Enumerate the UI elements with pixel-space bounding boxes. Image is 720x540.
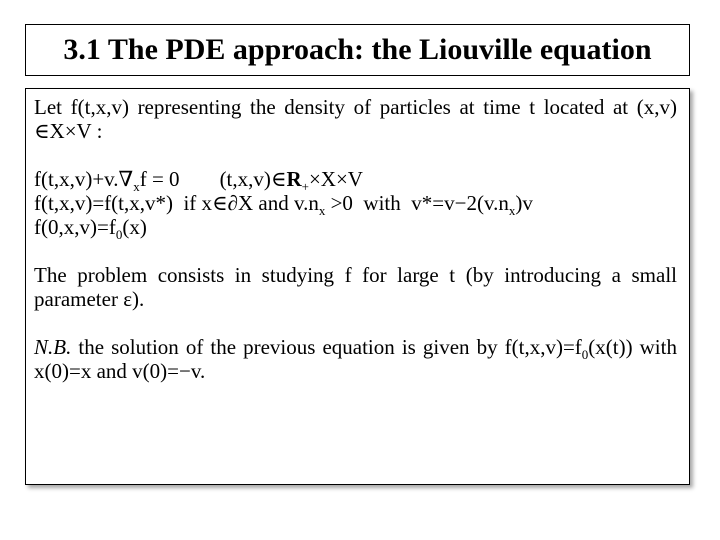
eq1-real-subscript: + [301, 179, 309, 194]
eq3-part-b: (x) [122, 215, 147, 239]
eq1-subscript: x [133, 179, 140, 194]
eq2-part-a: f(t,x,v)=f(t,x,v*) if x∈∂X and v.n [34, 191, 319, 215]
note-text-a: the solution of the previous equation is given by f(t,x,v)=f [71, 335, 582, 359]
content-box [25, 88, 690, 485]
eq1-lhs: f(t,x,v)+v.∇ [34, 167, 134, 191]
spacer [34, 143, 677, 167]
equation-line-2 [34, 191, 677, 218]
intro-paragraph: Let f(t,x,v) representing the density of particles at time t located at (x,v) ∈X×V : [34, 95, 677, 143]
slide-title: 3.1 The PDE approach: the Liouville equation [63, 33, 652, 66]
eq3-subscript: 0 [115, 227, 123, 242]
problem-paragraph: The problem consists in studying f for large t (by introducing a small parameter ε). [34, 263, 677, 311]
eq2-part-c: )v [515, 191, 533, 215]
spacer [34, 311, 677, 335]
eq1-real-symbol: R [286, 167, 302, 191]
eq2-subscript-2: x [508, 203, 516, 218]
eq3-part-a: f(0,x,v)=f [34, 215, 116, 239]
note-paragraph [34, 335, 677, 383]
title-box [25, 24, 690, 76]
note-text-b: (x(t)) with x(0)=x and v(0)=−v. [34, 335, 677, 383]
equation-line-3 [34, 215, 677, 242]
spacer [34, 239, 677, 263]
eq1-domain: (t,x,v)∈ [219, 167, 287, 191]
eq2-part-b: >0 with v*=v−2(v.n [325, 191, 509, 215]
eq1-mid: f = 0 [139, 167, 180, 191]
note-label: N.B. [34, 335, 72, 359]
eq1-rest: ×X×V [308, 167, 363, 191]
note-subscript: 0 [581, 347, 589, 362]
equation-line-1 [34, 167, 677, 194]
eq2-subscript-1: x [318, 203, 326, 218]
